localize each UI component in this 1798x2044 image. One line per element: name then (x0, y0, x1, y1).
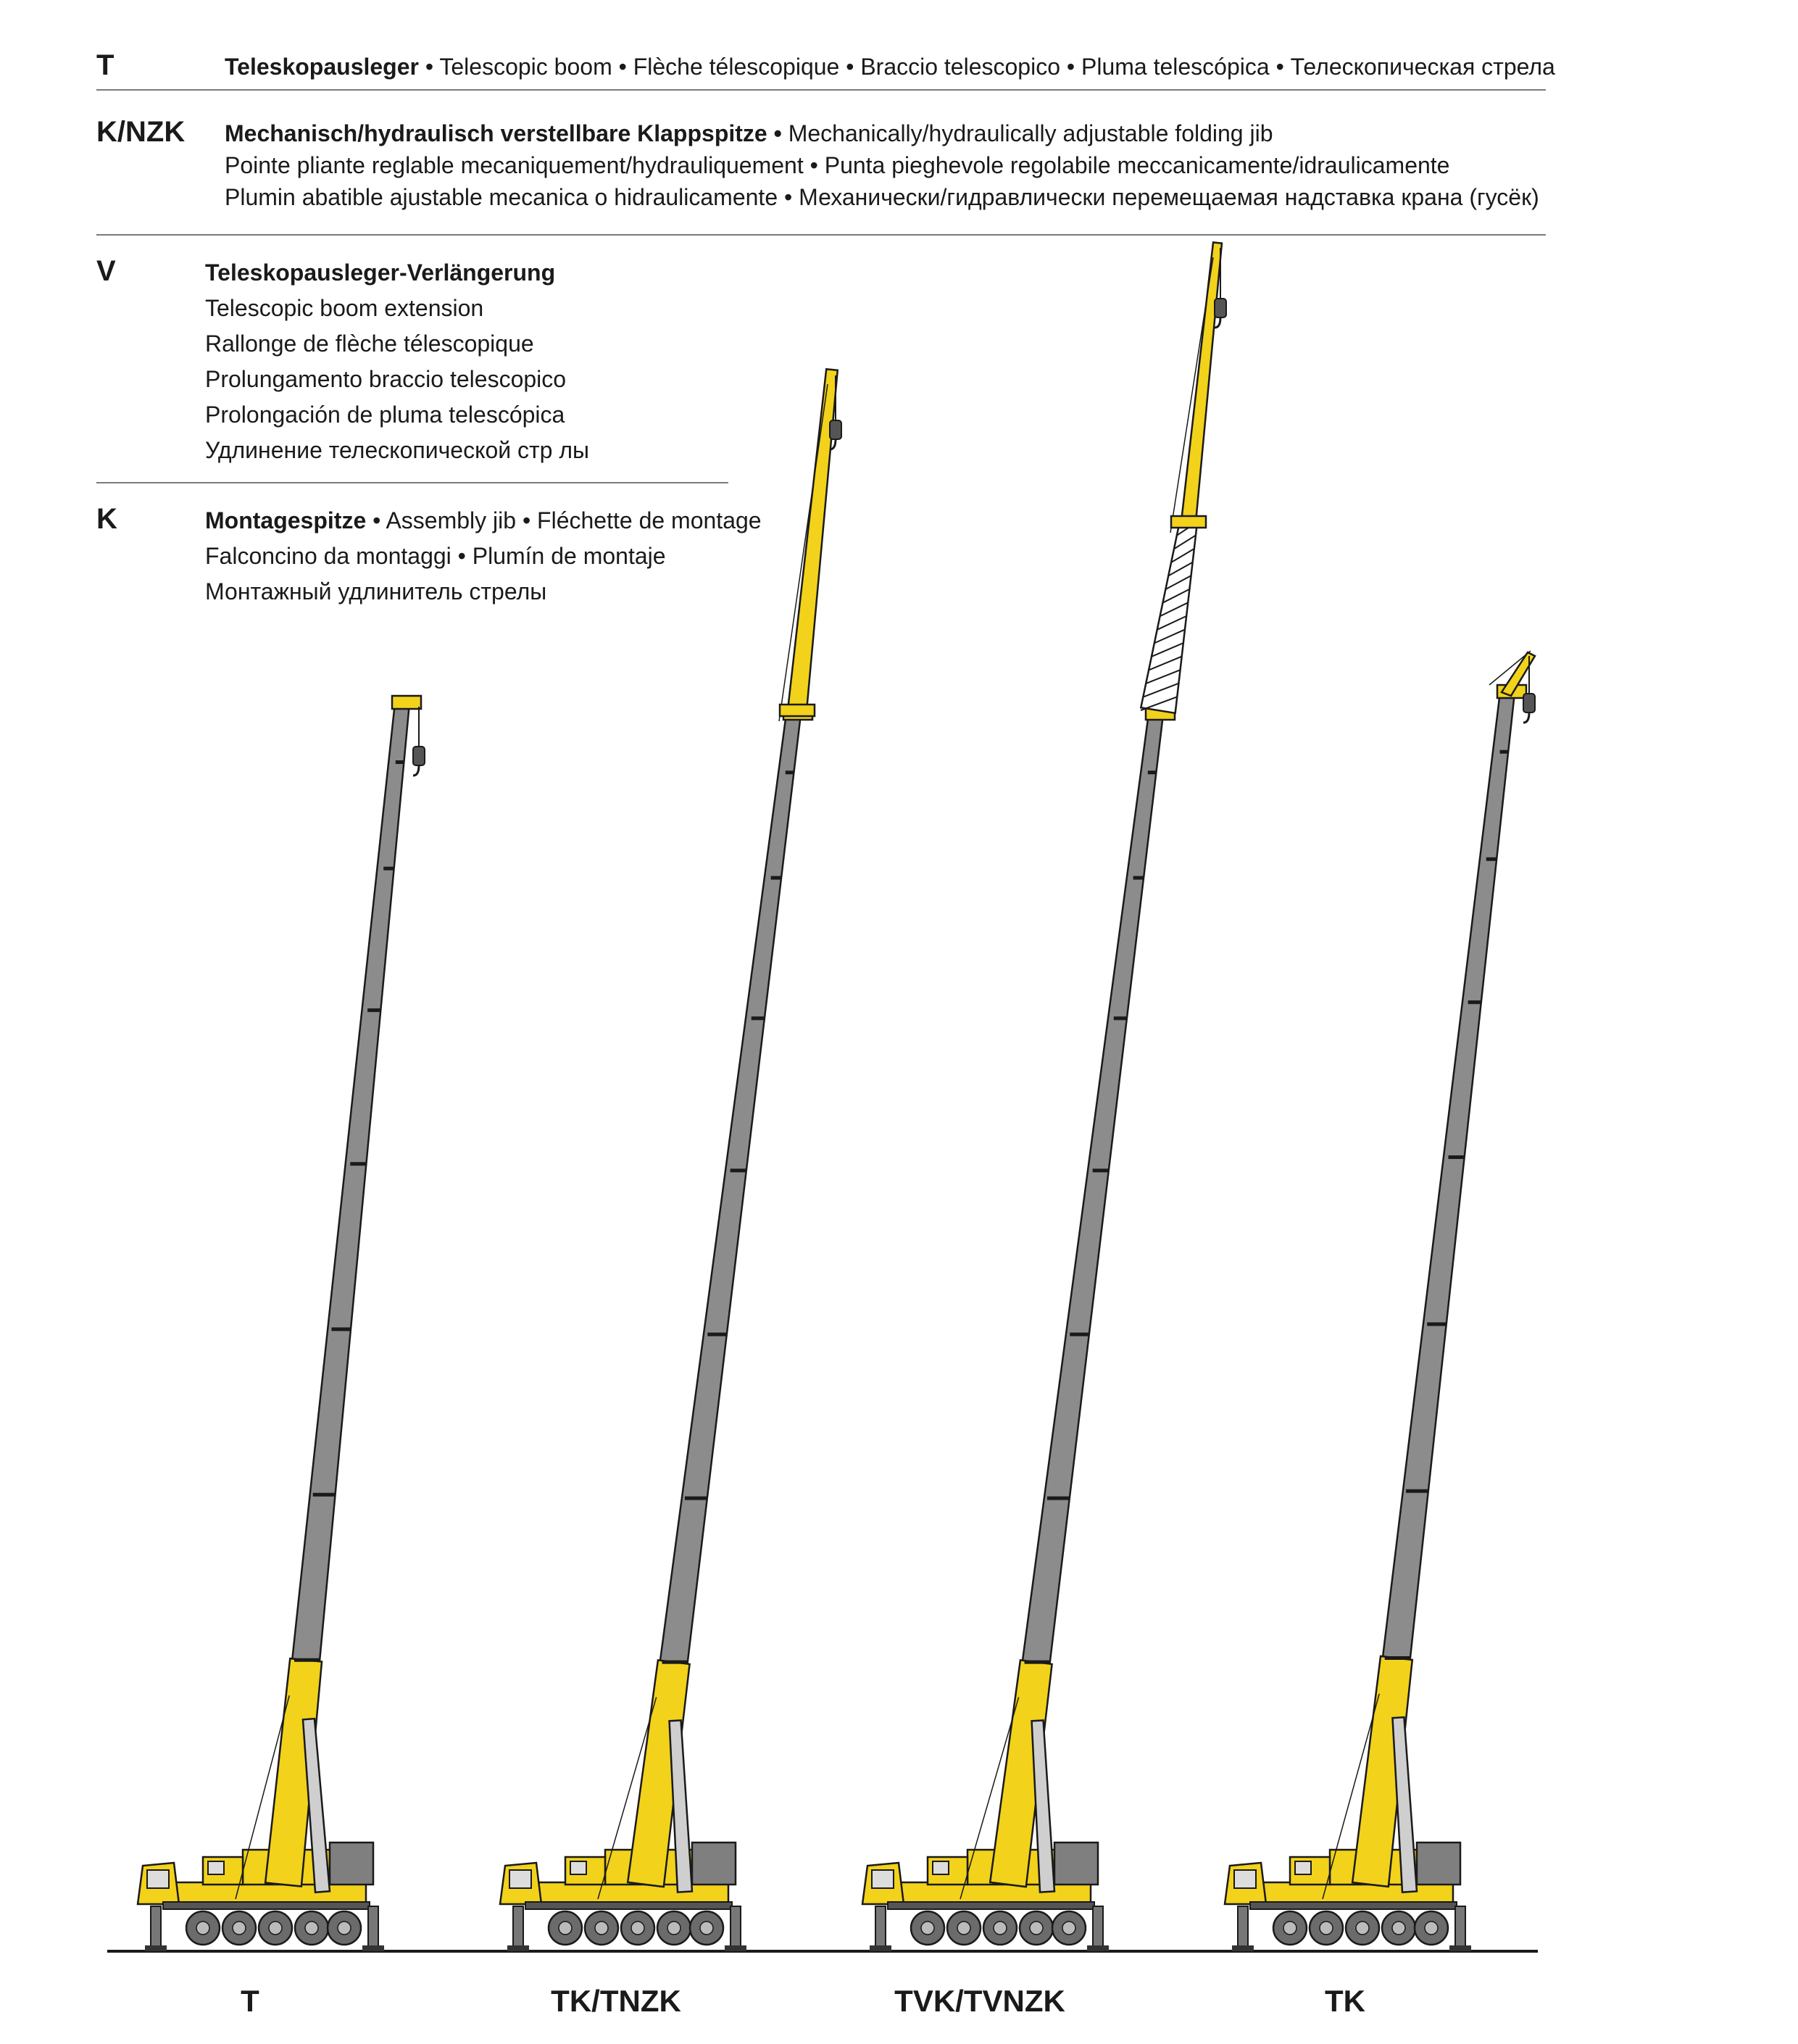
legend-k-bold: Montagespitze (205, 507, 367, 533)
outrigger-pad-2 (725, 1945, 746, 1951)
legend-t-bold: Teleskopausleger (225, 54, 419, 80)
carrier-chassis (1254, 1882, 1453, 1904)
outrigger-jack-1 (513, 1906, 523, 1950)
crane-config-t (138, 696, 425, 1951)
cab-window (509, 1870, 531, 1888)
outrigger-pad-1 (145, 1945, 167, 1951)
cab-window (872, 1870, 894, 1888)
boom-head (392, 696, 421, 709)
legend-v-line-1: Teleskopausleger-Verlängerung (205, 259, 556, 286)
jib-body (788, 369, 838, 711)
outrigger-jack-1 (151, 1906, 161, 1950)
crane-config-tk-tnzk (500, 369, 841, 1951)
wheel-hub-2 (1320, 1922, 1333, 1935)
crane-config-tk (1225, 651, 1535, 1951)
hook (413, 765, 419, 776)
hook-block (830, 420, 841, 439)
legend-knzk-line-2: Pointe pliante reglable mecaniquement/hydrauliquement • Punta pieghevole regolabile meccanicamente/idraulicamente (225, 152, 1450, 178)
legend-t-rest: • Telescopic boom • Flèche télescopique • Braccio telescopico • Pluma telescópica • Телескопическая стрела (418, 54, 1555, 80)
wheel-hub-5 (1425, 1922, 1438, 1935)
wheel-hub-4 (1392, 1922, 1405, 1935)
wheel-hub-5 (1062, 1922, 1075, 1935)
legend-v-line-2: Telescopic boom extension (205, 295, 484, 321)
outrigger-jack-2 (1093, 1906, 1103, 1950)
wheel-hub-4 (305, 1922, 318, 1935)
outrigger-jack-1 (1238, 1906, 1248, 1950)
outrigger-pad-1 (1232, 1945, 1254, 1951)
legend-knzk-line-3: Plumin abatible ajustable mecanica o hidraulicamente • Механически/гидравлически перемещаемая надставка крана (гусёк) (225, 184, 1539, 210)
legend-v-line-3: Rallonge de flèche télescopique (205, 331, 534, 357)
wheel-hub-4 (1030, 1922, 1043, 1935)
legend-v-line-6: Удлинение телескопической стр лы (205, 437, 590, 463)
outrigger-jack-2 (731, 1906, 741, 1950)
wheel-hub-3 (1356, 1922, 1369, 1935)
wheel-hub-1 (196, 1922, 209, 1935)
caption-tk: TK (1325, 1984, 1365, 2018)
legend-code-knzk: K/NZK (96, 116, 186, 148)
counterweight (330, 1842, 373, 1885)
jib-body (1181, 242, 1222, 523)
operator-cab-window (933, 1861, 949, 1874)
counterweight (692, 1842, 736, 1885)
cab-window (1234, 1870, 1256, 1888)
caption-tk-tnzk: TK/TNZK (551, 1984, 681, 2018)
carrier-chassis (891, 1882, 1091, 1904)
jib-connector (1171, 516, 1206, 528)
carrier-chassis (167, 1882, 366, 1904)
legend-knzk-rest-1: Mechanically/hydraulically adjustable folding jib (781, 120, 1273, 146)
outrigger-pad-2 (1087, 1945, 1109, 1951)
caption-t: T (241, 1984, 259, 2018)
wheel-hub-5 (338, 1922, 351, 1935)
legend-v-line-4: Prolungamento braccio telescopico (205, 366, 567, 392)
outrigger-jack-1 (875, 1906, 886, 1950)
wheel-hub-2 (957, 1922, 970, 1935)
lattice-extension (1141, 520, 1197, 713)
carrier-chassis (529, 1882, 728, 1904)
legend-v-line-5: Prolongación de pluma telescópica (205, 402, 565, 428)
operator-cab-window (208, 1861, 224, 1874)
legend-k-rest-1: • Assembly jib • Fléchette de montage (366, 507, 762, 533)
wheel-hub-1 (921, 1922, 934, 1935)
legend-knzk-bold: Mechanisch/hydraulisch verstellbare Klappspitze • (225, 120, 782, 146)
hook-block (1523, 694, 1535, 713)
outrigger-pad-1 (870, 1945, 891, 1951)
legend-k-line-2: Falconcino da montaggi • Plumín de montaje (205, 543, 666, 569)
legend-code-v: V (96, 255, 116, 287)
counterweight (1054, 1842, 1098, 1885)
outrigger-jack-2 (1455, 1906, 1465, 1950)
hook-block (1215, 299, 1226, 317)
wheel-hub-1 (559, 1922, 572, 1935)
legend-k-line-3: Монтажный удлинитель стрелы (205, 578, 547, 605)
carrier-frame (163, 1902, 370, 1909)
operator-cab-window (1295, 1861, 1311, 1874)
hook (1523, 713, 1529, 723)
hook-block (413, 747, 425, 765)
wheel-hub-2 (233, 1922, 246, 1935)
wheel-hub-1 (1283, 1922, 1297, 1935)
wheel-hub-3 (269, 1922, 282, 1935)
wheel-hub-4 (667, 1922, 681, 1935)
carrier-frame (525, 1902, 732, 1909)
counterweight (1417, 1842, 1460, 1885)
outrigger-pad-2 (362, 1945, 384, 1951)
caption-tvk-tvnzk: TVK/TVNZK (894, 1984, 1065, 2018)
wheel-hub-3 (994, 1922, 1007, 1935)
outrigger-pad-1 (507, 1945, 529, 1951)
carrier-frame (888, 1902, 1094, 1909)
operator-cab-window (570, 1861, 586, 1874)
carrier-frame (1250, 1902, 1457, 1909)
outrigger-pad-2 (1449, 1945, 1471, 1951)
outrigger-jack-2 (368, 1906, 378, 1950)
legend-code-t: T (96, 49, 115, 81)
cab-window (147, 1870, 169, 1888)
wheel-hub-3 (631, 1922, 644, 1935)
crane-config-tvk-tvnzk (862, 242, 1226, 1951)
wheel-hub-2 (595, 1922, 608, 1935)
wheel-hub-5 (700, 1922, 713, 1935)
legend-code-k: K (96, 503, 117, 535)
jib-connector (780, 705, 815, 716)
